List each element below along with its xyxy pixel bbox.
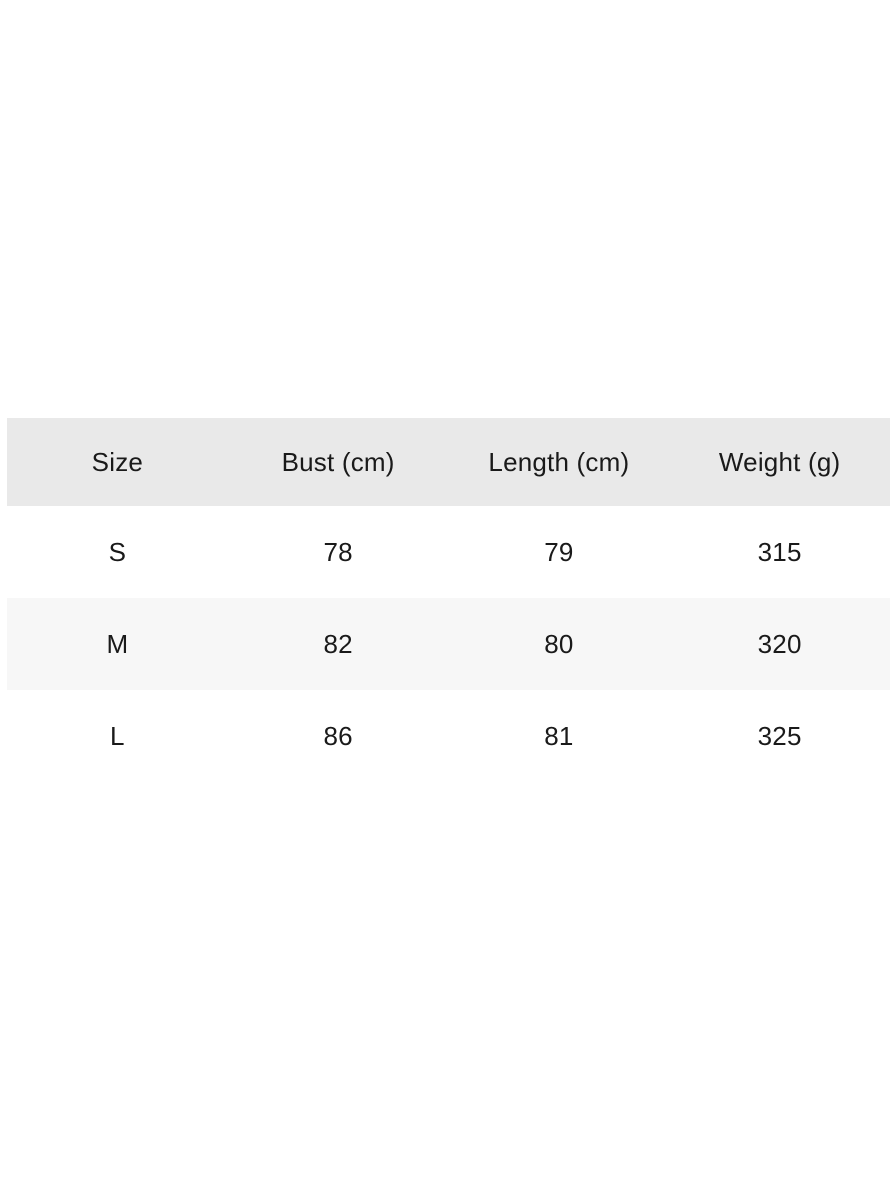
cell-bust: 86: [323, 721, 353, 751]
table-row-size-s: [7, 506, 890, 598]
cell-length: 79: [544, 537, 574, 567]
column-header-bust: Bust (cm): [281, 447, 395, 477]
column-header-length: Length (cm): [488, 447, 630, 477]
column-header-size: Size: [91, 447, 144, 477]
table-row-size-l: [7, 690, 890, 782]
cell-length: 81: [544, 721, 574, 751]
table-header-row: [7, 418, 890, 506]
column-header-weight: Weight (g): [718, 447, 841, 477]
cell-weight: 315: [757, 537, 802, 567]
cell-weight: 320: [757, 629, 802, 659]
cell-bust: 82: [323, 629, 353, 659]
cell-bust: 78: [323, 537, 353, 567]
cell-size: S: [108, 537, 127, 567]
cell-size: L: [110, 721, 125, 751]
table-row-size-m: [7, 598, 890, 690]
size-chart-table: [7, 418, 890, 782]
cell-length: 80: [544, 629, 574, 659]
cell-size: M: [106, 629, 129, 659]
cell-weight: 325: [757, 721, 802, 751]
